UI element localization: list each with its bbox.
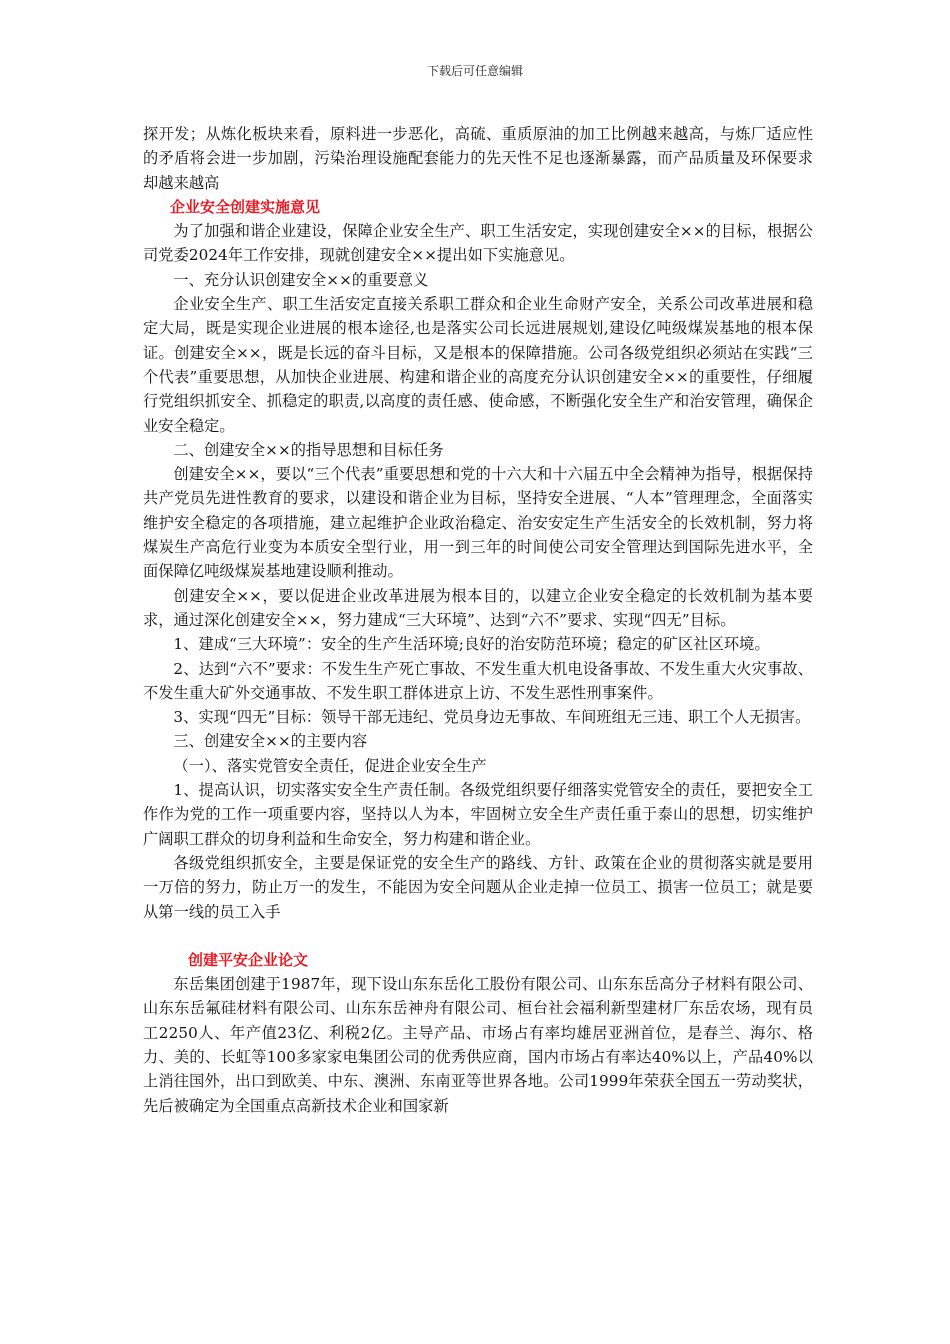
paragraph: 创建安全××，要以促进企业改革进展为根本目的，以建立企业安全稳定的长效机制为基本要求，通过深化创建安全××，努力建成“三大环境”、达到“六不”要求、实现“四无”目标。 xyxy=(143,586,813,629)
paragraph: 1、提高认识，切实落实安全生产责任制。各级党组织要仔细落实党管安全的责任，要把安全工作作为党的工作一项重要内容，坚持以人为本，牢固树立安全生产责任重于泰山的思想，切实维护广阔职工群众的切身利益和生命安全，努力构建和谐企业。 xyxy=(143,781,813,848)
list-item: 3、实现“四无”目标：领导干部无违纪、党员身边无事故、车间班组无三违、职工个人无损害。 xyxy=(173,708,811,727)
paragraph: 为了加强和谐企业建设，保障企业安全生产、职工生活安定，实现创建安全××的目标，根据公司党委2024年工作安排，现就创建安全××提出如下实施意见。 xyxy=(143,222,813,265)
subheading: 三、创建安全××的主要内容 xyxy=(173,732,368,751)
subheading: 一、充分认识创建安全××的重要意义 xyxy=(173,270,429,289)
list-item: 1、建成“三大环境”：安全的生产生活环境;良好的治安防范环境；稳定的矿区社区环境。 xyxy=(173,635,770,654)
paragraph: 各级党组织抓安全，主要是保证党的安全生产的路线、方针、政策在企业的贯彻落实就是要用一万倍的努力，防止万一的发生，不能因为安全问题从企业走掉一位员工、损害一位员工；就是要从第一线的员工入手 xyxy=(143,853,813,921)
section-title-safe-enterprise-paper: 创建平安企业论文 xyxy=(188,950,309,969)
subheading: 二、创建安全××的指导思想和目标任务 xyxy=(173,440,444,459)
paragraph: 企业安全生产、职工生活安定直接关系职工群众和企业生命财产安全，关系公司改革进展和稳定大局，既是实现企业进展的根本途径,也是落实公司长远进展规划,建设亿吨级煤炭基地的根本保证。创建安全××，既是长远的奋斗目标，又是根本的保障措施。公司各级党组织必须站在实践“三个代表”重要思想，从加快企业进展、构建和谐企业的高度充分认识创建安全××的重要性，仔细履行党组织抓安全、抓稳定的职责,以高度的责任感、使命感，不断强化安全生产和治安管理，确保企业安全稳定。 xyxy=(143,295,813,435)
list-item: 2、达到“六不”要求：不发生生产死亡事故、不发生重大机电设备事故、不发生重大火灾事故、不发生重大矿外交通事故、不发生职工群体进京上访、不发生恶性刑事案件。 xyxy=(143,659,813,702)
paragraph: 东岳集团创建于1987年，现下设山东东岳化工股份有限公司、山东东岳高分子材料有限公司、山东东岳氟硅材料有限公司、山东东岳神舟有限公司、桓台社会福利新型建材厂东岳农场，现有员工2250人、年产值23亿、利税2亿。主导产品、市场占有率均雄居亚洲首位，是春兰、海尔、格力、美的、长虹等100多家家电集团公司的优秀供应商，国内市场占有率达40%以上，产品40%以上消往国外，出口到欧美、中东、澳洲、东南亚等世界各地。公司1999年荣获全国五一劳动奖状，先后被确定为全国重点高新技术企业和国家新 xyxy=(143,975,813,1115)
section-title-safety-opinion: 企业安全创建实施意见 xyxy=(170,197,321,216)
page-header: 下载后可任意编辑 xyxy=(426,64,523,78)
subheading: （一）、落实党管安全责任，促进企业安全生产 xyxy=(173,756,487,775)
paragraph: 创建安全××，要以“三个代表”重要思想和党的十六大和十六届五中全会精神为指导，根据保持共产党员先进性教育的要求，以建设和谐企业为目标，坚持安全进展、“人本”管理理念，全面落实维护安全稳定的各项措施，建立起维护企业政治稳定、治安安定生产生活安全的长效机制，努力将煤炭生产高危行业变为本质安全型行业，用一到三年的时间使公司安全管理达到国际先进水平，全面保障亿吨级煤炭基地建设顺利推动。 xyxy=(143,465,813,581)
document-body xyxy=(143,122,813,1118)
intro-paragraph: 探开发；从炼化板块来看，原料进一步恶化，高硫、重质原油的加工比例越来越高，与炼厂适应性的矛盾将会进一步加剧，污染治理设施配套能力的先天性不足也逐渐暴露，而产品质量及环保要求却越来越高 xyxy=(143,125,813,192)
